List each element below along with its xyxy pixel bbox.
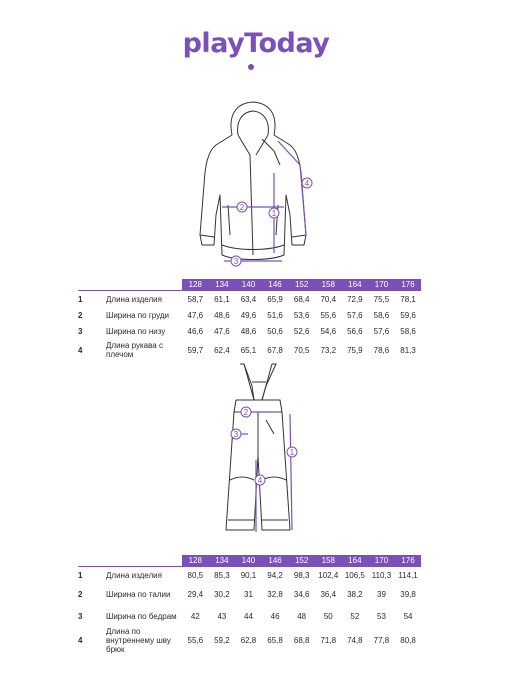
value-cell: 32,8: [267, 589, 283, 599]
value-cell: 80,5: [187, 570, 204, 580]
size-header-cell: 128: [182, 279, 209, 291]
value-cell: 90,1: [240, 570, 257, 580]
value-cell: 58,6: [400, 326, 416, 336]
row-number: 2: [78, 310, 83, 320]
size-header-cell: 146: [262, 279, 289, 291]
value-cell: 51,6: [267, 310, 283, 320]
value-cell: 67,8: [267, 345, 283, 355]
size-header-cell: 146: [262, 555, 289, 567]
value-cell: 65,9: [267, 294, 283, 304]
value-cell: 74,8: [347, 636, 363, 645]
pants-marker-2: 2: [243, 408, 249, 417]
jacket-size-header: [78, 279, 421, 291]
size-header-cell: 176: [395, 555, 422, 567]
pants-size-table: [78, 555, 421, 654]
table-row: [78, 605, 421, 627]
table-row: [78, 307, 421, 323]
value-cell: 48,6: [214, 310, 230, 320]
size-header-cell: 176: [395, 279, 422, 291]
size-header-cell: 152: [288, 279, 315, 291]
size-header-cell: 164: [342, 555, 369, 567]
value-cell: 85,3: [214, 570, 230, 580]
value-cell: 98,3: [293, 570, 310, 580]
value-cell: 106,5: [344, 570, 365, 580]
jacket-size-table: [78, 279, 421, 361]
value-cell: 46,6: [187, 326, 204, 336]
table-row: [78, 323, 421, 339]
pants-sketch: [196, 360, 316, 540]
value-cell: 70,4: [320, 294, 337, 304]
value-cell: 54,6: [320, 326, 337, 336]
value-cell: 94,2: [267, 570, 283, 580]
jacket-sketch: [188, 95, 318, 275]
table-row: [78, 567, 421, 584]
value-cell: 50,6: [267, 326, 283, 336]
value-cell: 65,8: [267, 636, 283, 645]
size-header-cell: 134: [209, 555, 236, 567]
value-cell: 71,8: [320, 636, 337, 645]
value-cell: 48,6: [240, 326, 257, 336]
value-cell: 68,4: [293, 294, 310, 304]
value-cell: 57,6: [373, 326, 390, 336]
value-cell: 34,6: [293, 589, 310, 599]
value-cell: 47,6: [214, 326, 230, 336]
value-cell: 68,8: [293, 636, 310, 645]
value-cell: 57,6: [347, 310, 363, 320]
value-cell: 50: [323, 611, 333, 621]
value-cell: 53,6: [293, 310, 310, 320]
value-cell: 59,6: [400, 310, 416, 320]
row-number: 3: [78, 326, 83, 336]
row-label: Ширина по талии: [106, 589, 171, 599]
size-header-cell: 152: [288, 555, 315, 567]
row-label: Ширина по бедрам: [106, 611, 177, 621]
value-cell: 43: [217, 611, 227, 621]
size-header-cell: 158: [315, 279, 342, 291]
row-label: Длина по внутреннему шву брюк: [106, 627, 171, 654]
value-cell: 49,6: [240, 310, 257, 320]
value-cell: 48: [297, 611, 307, 621]
value-cell: 42: [190, 611, 200, 621]
value-cell: 61,1: [214, 294, 230, 304]
brand-logo-dot: [248, 64, 254, 70]
row-number: 4: [78, 345, 83, 355]
value-cell: 63,4: [240, 294, 257, 304]
table-row: [78, 627, 421, 654]
value-cell: 78,6: [373, 345, 390, 355]
value-cell: 47,6: [187, 310, 204, 320]
value-cell: 52: [350, 611, 360, 621]
table-row: [78, 583, 421, 605]
value-cell: 62,4: [214, 345, 230, 355]
row-label: Ширина по груди: [106, 310, 169, 320]
value-cell: 59,7: [187, 345, 204, 355]
row-number: 2: [78, 589, 83, 599]
value-cell: 75,9: [347, 345, 363, 355]
value-cell: 39,8: [400, 589, 416, 599]
value-cell: 77,8: [373, 636, 390, 645]
value-cell: 58,6: [373, 310, 390, 320]
value-cell: 38,2: [347, 589, 363, 599]
pants-marker-3: 3: [233, 430, 239, 439]
value-cell: 72,9: [347, 294, 363, 304]
value-cell: 65,1: [240, 345, 257, 355]
value-cell: 29,4: [187, 589, 204, 599]
value-cell: 46: [270, 611, 280, 621]
value-cell: 81,3: [400, 345, 416, 355]
row-number: 1: [78, 570, 83, 580]
value-cell: 44: [244, 611, 253, 621]
pants-size-header: [78, 555, 421, 567]
size-header-cell: 134: [209, 279, 236, 291]
pants-measure-line-1: [290, 414, 292, 530]
value-cell: 62,8: [240, 636, 257, 645]
row-number: 1: [78, 294, 83, 304]
value-cell: 80,8: [400, 636, 416, 645]
value-cell: 30,2: [214, 589, 230, 599]
value-cell: 36,4: [320, 589, 337, 599]
size-header-cell: 140: [235, 279, 262, 291]
value-cell: 52,6: [293, 326, 310, 336]
size-header-cell: 170: [368, 555, 395, 567]
value-cell: 53: [377, 611, 386, 621]
value-cell: 58,7: [187, 294, 204, 304]
value-cell: 55,6: [187, 636, 204, 645]
size-header-cell: 128: [182, 555, 209, 567]
jacket-marker-3: 3: [233, 257, 239, 266]
pants-marker-1: 1: [289, 448, 295, 457]
value-cell: 73,2: [320, 345, 337, 355]
value-cell: 54: [403, 611, 413, 621]
value-cell: 55,6: [320, 310, 337, 320]
brand-logo: playToday: [182, 28, 330, 59]
size-header-cell: 140: [235, 555, 262, 567]
row-label: Длина рукава с плечом: [106, 341, 163, 359]
value-cell: 59,2: [214, 636, 230, 645]
value-cell: 39: [377, 589, 386, 599]
row-label: Ширина по низу: [106, 326, 166, 336]
size-header-cell: 170: [368, 279, 395, 291]
value-cell: 102,4: [318, 570, 339, 580]
row-number: 3: [78, 611, 83, 621]
jacket-marker-2: 2: [239, 203, 245, 212]
row-label: Длина изделия: [106, 570, 162, 580]
table-row: [78, 291, 421, 308]
value-cell: 56,6: [347, 326, 363, 336]
table-row: [78, 339, 421, 361]
value-cell: 70,5: [293, 345, 310, 355]
value-cell: 78,1: [400, 294, 416, 304]
jacket-measure-line-4: [278, 141, 306, 235]
jacket-marker-1: 1: [271, 209, 277, 218]
jacket-marker-4: 4: [304, 179, 310, 188]
value-cell: 110,3: [371, 570, 392, 580]
pants-marker-4: 4: [257, 476, 263, 485]
row-number: 4: [78, 636, 83, 645]
value-cell: 114,1: [398, 570, 418, 580]
value-cell: 31: [244, 589, 253, 599]
size-header-cell: 158: [315, 555, 342, 567]
row-label: Длина изделия: [106, 294, 162, 304]
value-cell: 75,5: [373, 294, 390, 304]
size-header-cell: 164: [342, 279, 369, 291]
